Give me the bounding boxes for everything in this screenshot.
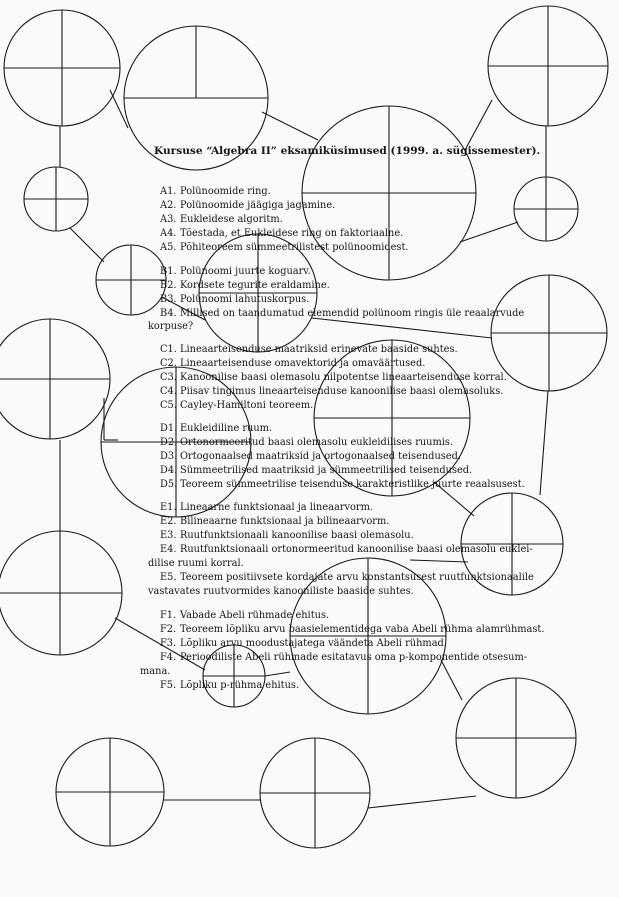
question-text: korpuse?: [148, 321, 194, 332]
question-text: Eukleidiline ruum.: [180, 423, 273, 434]
page-title: Kursuse “Algebra II” eksamiküsimused (1999. a. sügissemester).: [154, 145, 541, 157]
question-code: D1.: [160, 423, 178, 434]
question-code: D3.: [160, 451, 178, 462]
question-code: A2.: [160, 200, 177, 211]
question-text: Bilineaarne funktsionaal ja bilineaarvorm.: [180, 516, 390, 527]
question-item: [160, 227, 403, 241]
question-code: A3.: [160, 214, 177, 225]
question-code: F1.: [160, 610, 177, 621]
question-code: D4.: [160, 465, 178, 476]
question-text: Lõpliku p-rühma ehitus.: [180, 680, 300, 691]
question-code: F2.: [160, 624, 177, 635]
question-code: F3.: [160, 638, 177, 649]
question-code: D5.: [160, 479, 178, 490]
question-code: A5.: [160, 242, 177, 253]
question-text: Piisav tingimus lineaarteisenduse kanoonilise baasi olemasoluks.: [180, 386, 504, 397]
question-item: [160, 464, 472, 478]
question-text: Sümmeetrilised maatriksid ja sümmeetrilised teisendused.: [180, 465, 473, 476]
question-code: B2.: [160, 280, 177, 291]
question-item: [160, 213, 283, 227]
question-code: B1.: [160, 266, 177, 277]
question-code: E4.: [160, 544, 177, 555]
question-code: A4.: [160, 228, 177, 239]
question-code: C3.: [160, 372, 177, 383]
question-item: [160, 609, 329, 623]
question-text: dilise ruumi korral.: [148, 558, 244, 569]
question-code: C1.: [160, 344, 177, 355]
question-code: B4.: [160, 308, 177, 319]
question-item: [160, 399, 313, 413]
question-text: vastavates ruutvormides kanooniliste baaside suhtes.: [148, 586, 414, 597]
question-item: [160, 293, 309, 307]
question-text: Eukleidese algoritm.: [180, 214, 283, 225]
question-item: [160, 651, 527, 665]
question-text: Kordsete tegurite eraldamine.: [180, 280, 330, 291]
question-item: [148, 585, 414, 599]
question-text: Lõpliku arvu moodustajatega väändeta Abeli rühmad.: [180, 638, 447, 649]
question-text: Polünoomi lahutuskorpus.: [180, 294, 310, 305]
question-item: [160, 307, 524, 321]
question-text: Vabade Abeli rühmade ehitus.: [180, 610, 330, 621]
question-text: Ruutfunktsionaali ortonormeeritud kanoonilise baasi olemasolu euklei-: [180, 544, 533, 555]
question-code: C2.: [160, 358, 177, 369]
question-item: [160, 385, 503, 399]
question-item: [160, 185, 271, 199]
question-item: [160, 265, 311, 279]
question-code: C5.: [160, 400, 177, 411]
question-text: Teoreem positiivsete kordajate arvu konstantsusest ruutfunktsionaalile: [180, 572, 534, 583]
question-text: Polünoomide ring.: [180, 186, 271, 197]
question-text: Kanoonilise baasi olemasolu nilpotentse lineaarteisenduse korral.: [180, 372, 507, 383]
question-text: Ortogonaalsed maatriksid ja ortogonaalsed teisendused.: [180, 451, 461, 462]
question-text: Lineaarteisenduse omavektorid ja omaväärtused.: [180, 358, 426, 369]
question-item: [160, 679, 299, 693]
question-code: F4.: [160, 652, 177, 663]
question-item: [160, 357, 425, 371]
question-code: E5.: [160, 572, 177, 583]
question-code: E1.: [160, 502, 177, 513]
question-item: [160, 241, 409, 255]
question-item: [160, 515, 389, 529]
question-item: [160, 623, 544, 637]
question-text: Polünoomide jäägiga jagamine.: [180, 200, 336, 211]
question-text: Lineaarne funktsionaal ja lineaarvorm.: [180, 502, 374, 513]
question-code: B3.: [160, 294, 177, 305]
question-item: [160, 422, 272, 436]
question-item: [160, 637, 447, 651]
question-item: [160, 543, 533, 557]
question-code: C4.: [160, 386, 177, 397]
question-code: F5.: [160, 680, 177, 691]
question-code: A1.: [160, 186, 177, 197]
question-text: Ruutfunktsionaali kanoonilise baasi olemasolu.: [180, 530, 414, 541]
question-code: D2.: [160, 437, 178, 448]
question-item: [160, 279, 330, 293]
question-item: [160, 436, 453, 450]
question-text: Tõestada, et Eukleidese ring on faktoriaalne.: [180, 228, 404, 239]
question-item: [160, 529, 414, 543]
question-item: [148, 320, 193, 334]
question-text: Teoreem lõpliku arvu baasielementidega vaba Abeli rühma alamrühmast.: [180, 624, 545, 635]
question-item: [160, 478, 525, 492]
question-item: [140, 665, 170, 679]
question-item: [160, 450, 461, 464]
question-item: [160, 343, 458, 357]
question-item: [160, 501, 373, 515]
question-text: Põhiteoreem sümmeetrilistest polünoomidest.: [180, 242, 409, 253]
question-text: Lineaarteisenduse maatriksid erinevate baaside suhtes.: [180, 344, 458, 355]
question-item: [160, 571, 534, 585]
question-item: [148, 557, 244, 571]
question-item: [160, 371, 507, 385]
question-code: E3.: [160, 530, 177, 541]
question-text: Cayley-Hamiltoni teoreem.: [180, 400, 314, 411]
question-text: Polünoomi juurte koguarv.: [180, 266, 311, 277]
question-text: Millised on taandumatud elemendid polünoom ringis üle reaalarvude: [180, 308, 525, 319]
question-text: Teoreem sümmeetrilise teisenduse karakteristlike juurte reaalsusest.: [180, 479, 525, 490]
question-item: [160, 199, 335, 213]
question-text: mana.: [140, 666, 171, 677]
question-text: Perioodiliste Abeli rühmade esitatavus oma p-komponentide otsesum-: [180, 652, 528, 663]
question-text: Ortonormeeritud baasi olemasolu eukleidilises ruumis.: [180, 437, 454, 448]
question-code: E2.: [160, 516, 177, 527]
